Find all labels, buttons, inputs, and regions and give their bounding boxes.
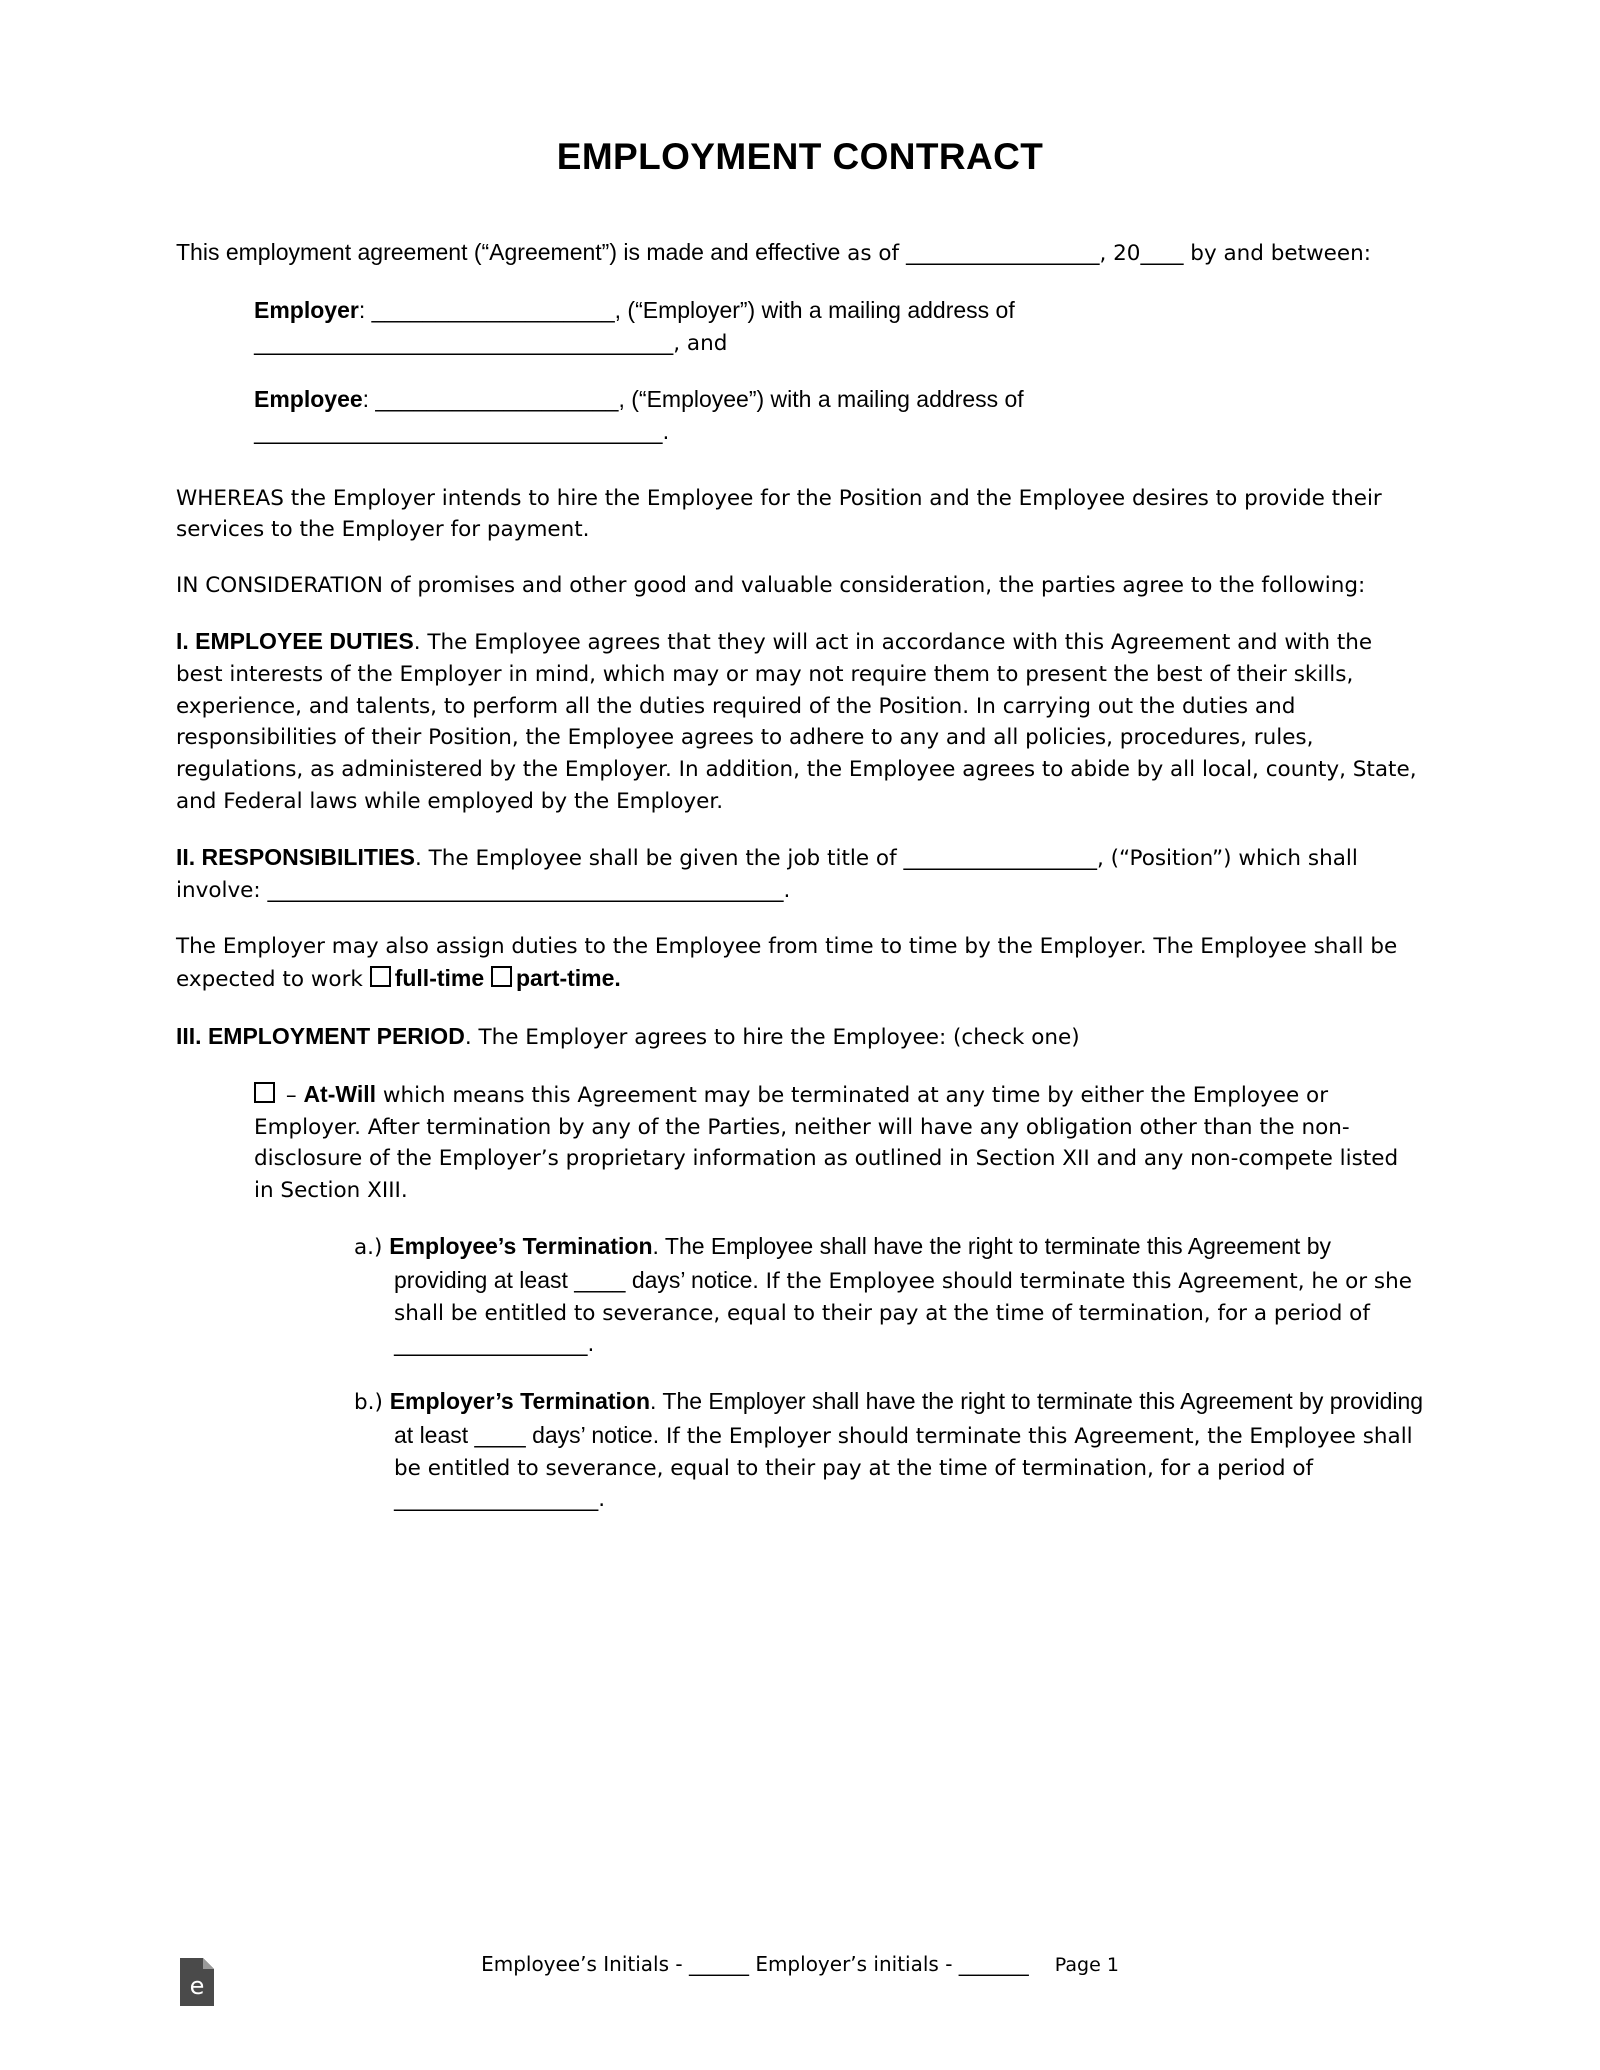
item-rest-b: If the Employer should terminate this Agreement, the Employee shall be entitled to severance, equal to their pay at the time of termination, for a period of ___________________. (394, 1423, 1413, 1513)
section-heading-ii: II. RESPONSIBILITIES (176, 844, 415, 871)
page-title: EMPLOYMENT CONTRACT (556, 136, 1044, 177)
party-employee-line1: : ___________________, (“Employee”) with a mailing address of (362, 386, 1024, 413)
at-will-text: which means this Agreement may be terminated at any time by either the Employee or Employer. After termination by any of the Parties, neither will have any obligation other than the non-disclosure of the Employer’s proprietary information as outlined in Section XII and any non-compete listed in Section XIII. (254, 1082, 1399, 1203)
party-employee-label: Employee (254, 386, 363, 413)
at-will-dash: – (285, 1082, 297, 1108)
list-item (354, 1230, 1424, 1361)
at-will-option (254, 1078, 1424, 1207)
work-schedule-text: The Employer may also assign duties to the Employee from time to time by the Employer. The Employee shall be expected to work (176, 933, 1398, 993)
section-heading-iii: III. EMPLOYMENT PERIOD (176, 1022, 465, 1049)
party-employer-label: Employer (254, 296, 359, 323)
checkbox-at-will[interactable] (254, 1082, 275, 1103)
section-body-iii: . The Employer agrees to hire the Employee: (check one) (464, 1024, 1080, 1050)
option-full-time-label: full-time (394, 965, 485, 992)
item-lead-a: . The Employee shall have the right to terminate this Agreement by providing at least ____ days’ notice. (394, 1233, 1331, 1294)
option-part-time-label: part-time (516, 965, 615, 992)
svg-text:e: e (189, 1972, 205, 2000)
work-schedule-paragraph (176, 931, 1424, 996)
schedule-period: . (614, 965, 621, 992)
item-rest-a: If the Employee should terminate this Agreement, he or she shall be entitled to severance, equal to their pay at the time of termination, for a period of __________________. (394, 1269, 1412, 1358)
footer-page-number: Page 1 (1054, 1954, 1119, 1976)
party-employee (254, 383, 1424, 448)
checkbox-full-time[interactable] (370, 966, 391, 987)
item-lead-b: . The Employer shall have the right to terminate this Agreement by providing at least ____ days’ notice. (394, 1388, 1424, 1448)
footer-initials: Employee’s Initials - ______ Employer’s initials - _______ (481, 1952, 1029, 1976)
page-footer (0, 1952, 1600, 1992)
party-employer-line2: _______________________________________, and (254, 330, 728, 356)
intro-asof: as of __________________, 20____ by and between: (847, 241, 1372, 266)
at-will-label: At-Will (303, 1080, 377, 1107)
intro-lead: This employment agreement (“Agreement”) is made and effective (176, 239, 841, 265)
consideration-paragraph: IN CONSIDERATION of promises and other good and valuable consideration, the parties agree to the following: (176, 572, 1366, 598)
whereas-paragraph: WHEREAS the Employer intends to hire the Employee for the Position and the Employee desires to provide their services to the Employer for payment. (176, 485, 1382, 543)
section-responsibilities (176, 841, 1424, 906)
party-employee-line2: ______________________________________. (254, 419, 670, 445)
checkbox-part-time[interactable] (491, 966, 512, 987)
section-employee-duties (176, 625, 1424, 817)
item-label-a: Employee’s Termination (389, 1233, 653, 1260)
intro-paragraph (176, 236, 1424, 270)
list-item (354, 1385, 1424, 1516)
section-body-ii: . The Employee shall be given the job title of __________________, (“Position”) which shall involve: ________________________________________________. (176, 846, 1358, 903)
party-employer (254, 294, 1424, 359)
party-employer-line1: : ___________________, (“Employer”) with a mailing address of (358, 296, 1015, 323)
item-label-b: Employer’s Termination (389, 1388, 651, 1415)
item-marker-a: a.) (354, 1235, 383, 1261)
item-marker-b: b.) (354, 1390, 383, 1416)
section-employment-period (176, 1020, 1424, 1054)
section-body-i: . The Employee agrees that they will act in accordance with this Agreement and with the best interests of the Employer in mind, which may or may not require them to present the best of their skills, experience, and talents, to perform all the duties required of the Position. In carrying out the duties and responsibilities of their Position, the Employee agrees to adhere to any and all policies, procedures, rules, regulations, as administered by the Employer. In addition, the Employee agrees to abide by all local, county, State, and Federal laws while employed by the Employer. (176, 630, 1417, 814)
section-heading-i: I. EMPLOYEE DUTIES (176, 628, 414, 655)
